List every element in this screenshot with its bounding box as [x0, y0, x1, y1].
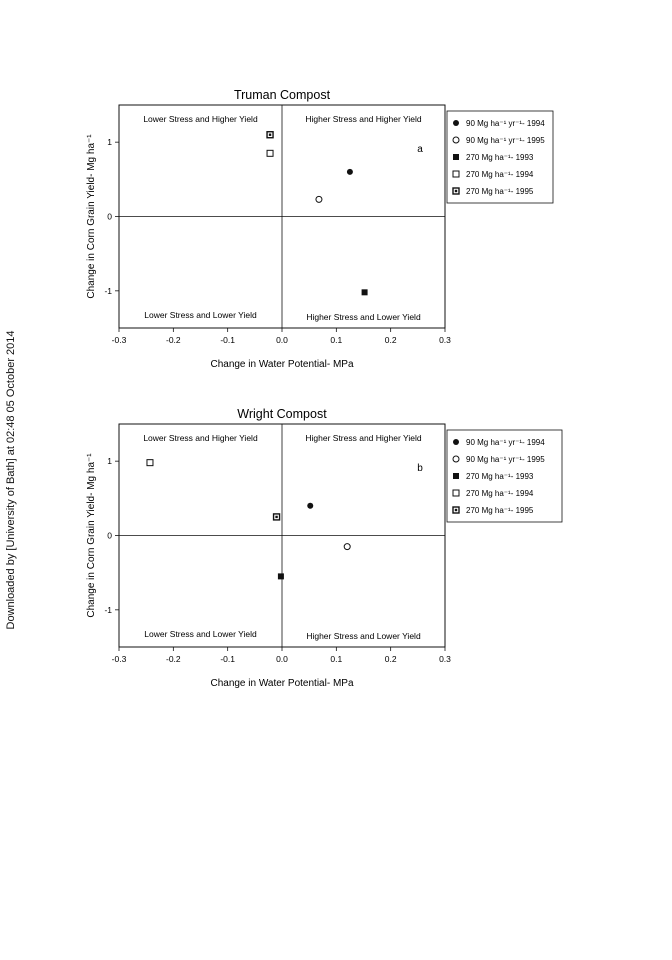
y-tick-label: 0: [107, 211, 112, 222]
download-watermark-text: Downloaded by [University of Bath] at 02:48 05 October 2014: [5, 330, 17, 630]
chart-panel-2: [86, 407, 562, 689]
data-point-open-square: [267, 150, 273, 156]
legend-entry-label: 270 Mg ha⁻¹- 1993: [466, 153, 534, 162]
quadrant-label-top-right: Higher Stress and Higher Yield: [305, 433, 422, 443]
x-tick-label: 0.0: [276, 335, 288, 345]
legend-marker-filled-circle: [453, 439, 459, 445]
y-tick-label: 0: [107, 530, 112, 541]
legend-marker-open-square: [453, 171, 459, 177]
chart-title: Wright Compost: [237, 407, 327, 421]
data-point-dotted-square: [267, 132, 273, 138]
legend-entry-label: 90 Mg ha⁻¹ yr⁻¹- 1994: [466, 119, 545, 128]
x-axis-label: Change in Water Potential- MPa: [210, 678, 354, 689]
data-point-filled-square: [362, 289, 368, 295]
quadrant-label-top-left: Lower Stress and Higher Yield: [143, 433, 258, 443]
data-point-dotted-square: [274, 514, 280, 520]
legend-marker-dotted-square: [453, 507, 459, 513]
x-tick-label: 0.3: [439, 335, 451, 345]
data-point-filled-square: [278, 573, 284, 579]
legend-entry-label: 90 Mg ha⁻¹ yr⁻¹- 1995: [466, 136, 545, 145]
x-tick-label: -0.2: [166, 335, 181, 345]
legend-entry-label: 270 Mg ha⁻¹- 1994: [466, 489, 534, 498]
legend-entry-label: 270 Mg ha⁻¹- 1993: [466, 472, 534, 481]
legend-entry-label: 90 Mg ha⁻¹ yr⁻¹- 1995: [466, 455, 545, 464]
legend-marker-open-circle: [453, 456, 459, 462]
legend-entry-label: 270 Mg ha⁻¹- 1995: [466, 506, 534, 515]
quadrant-label-bottom-left: Lower Stress and Lower Yield: [144, 629, 257, 639]
x-axis-label: Change in Water Potential- MPa: [210, 359, 354, 370]
legend-marker-open-circle: [453, 137, 459, 143]
legend-marker-filled-square: [453, 154, 459, 160]
y-axis-label: Change in Corn Grain Yield- Mg ha⁻¹: [86, 134, 97, 299]
legend-entry-label: 270 Mg ha⁻¹- 1994: [466, 170, 534, 179]
panel-letter-label: a: [417, 144, 423, 155]
quadrant-label-top-right: Higher Stress and Higher Yield: [305, 114, 422, 124]
data-point-open-circle: [316, 196, 322, 202]
y-tick-label: 1: [107, 456, 112, 467]
chart-panel-1: [86, 88, 553, 370]
data-point-open-square: [147, 460, 153, 466]
legend-marker-filled-circle: [453, 120, 459, 126]
x-tick-label: 0.0: [276, 654, 288, 664]
x-tick-label: -0.1: [220, 654, 235, 664]
data-point-dotted-square-dot: [275, 516, 277, 518]
x-tick-label: -0.2: [166, 654, 181, 664]
panel-letter-label: b: [417, 463, 423, 474]
x-tick-label: -0.3: [111, 335, 127, 345]
legend-entry-label: 270 Mg ha⁻¹- 1995: [466, 187, 534, 196]
legend-marker-dotted-square-dot: [455, 509, 457, 511]
data-point-filled-circle: [307, 503, 313, 509]
y-tick-label: 1: [107, 137, 112, 148]
y-axis-label: Change in Corn Grain Yield- Mg ha⁻¹: [86, 453, 97, 618]
chart-title: Truman Compost: [233, 88, 331, 102]
x-tick-label: 0.2: [384, 654, 397, 664]
quadrant-label-bottom-right: Higher Stress and Lower Yield: [306, 631, 421, 641]
data-point-open-circle: [344, 544, 350, 550]
x-tick-label: 0.1: [330, 654, 343, 664]
y-tick-label: -1: [104, 285, 112, 296]
data-point-dotted-square-dot: [269, 134, 271, 136]
x-tick-label: -0.1: [220, 335, 235, 345]
legend-marker-open-square: [453, 490, 459, 496]
quadrant-label-bottom-left: Lower Stress and Lower Yield: [144, 310, 257, 320]
quadrant-label-top-left: Lower Stress and Higher Yield: [143, 114, 258, 124]
legend-marker-dotted-square: [453, 188, 459, 194]
x-tick-label: -0.3: [111, 654, 127, 664]
y-tick-label: -1: [104, 604, 112, 615]
legend-entry-label: 90 Mg ha⁻¹ yr⁻¹- 1994: [466, 438, 545, 447]
quadrant-label-bottom-right: Higher Stress and Lower Yield: [306, 312, 421, 322]
x-tick-label: 0.1: [330, 335, 343, 345]
legend-marker-filled-square: [453, 473, 459, 479]
x-tick-label: 0.2: [384, 335, 397, 345]
data-point-filled-circle: [347, 169, 353, 175]
legend-marker-dotted-square-dot: [455, 190, 457, 192]
x-tick-label: 0.3: [439, 654, 451, 664]
